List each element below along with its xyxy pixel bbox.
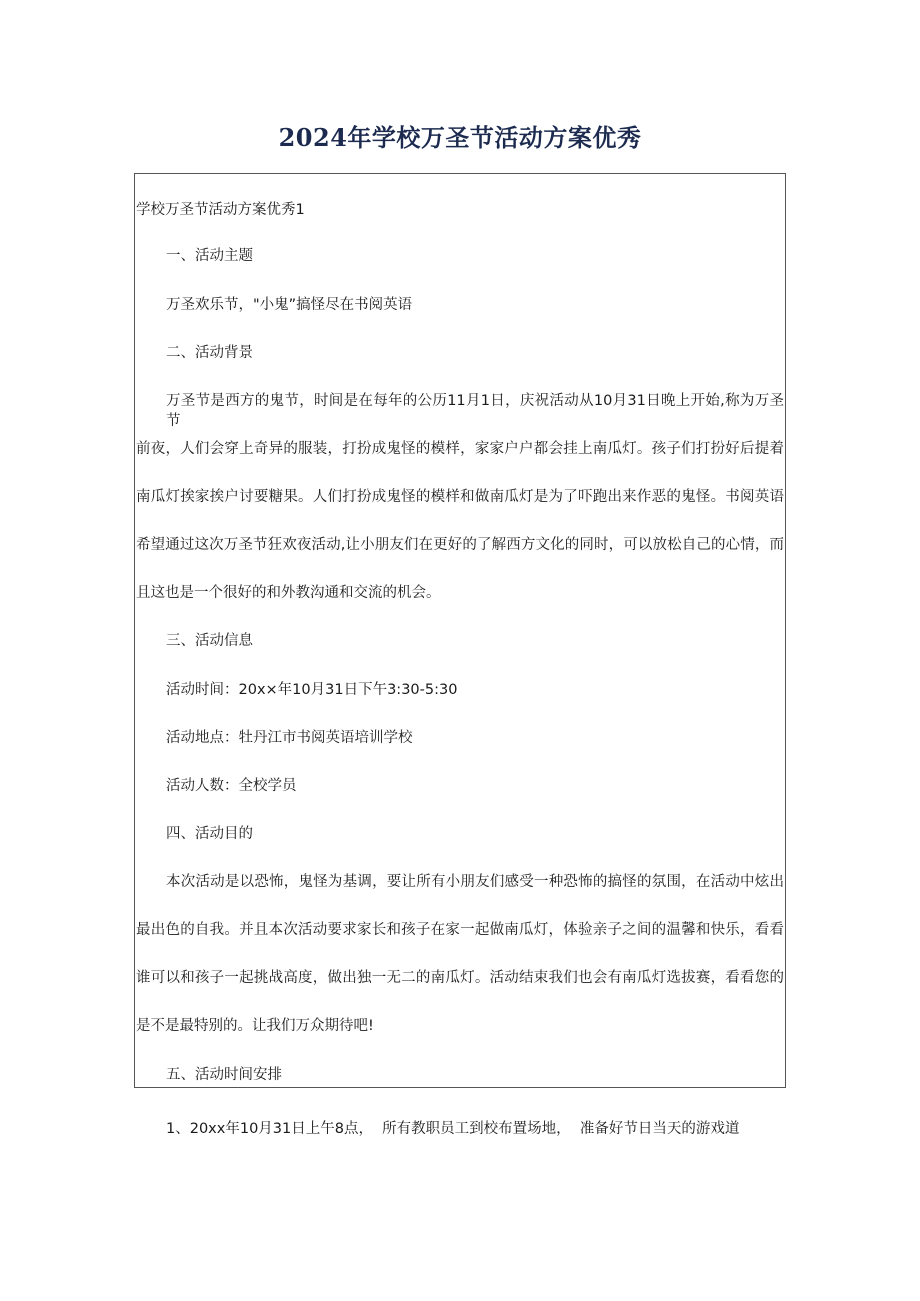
background-line: 万圣节是西方的鬼节，时间是在每年的公历11月1日，庆祝活动从10月31日晚上开始,称为万圣节 (166, 393, 784, 429)
info-time: 活动时间：20x×年10月31日下午3:30-5:30 (166, 682, 458, 698)
heading-activity-theme: 一、活动主题 (166, 248, 253, 264)
purpose-line: 最出色的自我。并且本次活动要求家长和孩子在家一起做南瓜灯，体验亲子之间的温馨和快乐，看看 (136, 922, 784, 938)
heading-activity-info: 三、活动信息 (166, 633, 253, 649)
background-line: 前夜，人们会穿上奇异的服装，打扮成鬼怪的模样，家家户户都会挂上南瓜灯。孩子们打扮好后提着 (136, 441, 784, 457)
info-people: 活动人数：全校学员 (166, 778, 297, 794)
purpose-line: 是不是最特别的。让我们万众期待吧! (136, 1018, 374, 1034)
background-line: 南瓜灯挨家挨户讨要糖果。人们打扮成鬼怪的模样和做南瓜灯是为了吓跑出来作恶的鬼怪。书阅英语 (136, 489, 784, 505)
theme-text: 万圣欢乐节，"小鬼”搞怪尽在书阅英语 (166, 297, 413, 313)
heading-activity-schedule: 五、活动时间安排 (166, 1067, 282, 1083)
heading-activity-background: 二、活动背景 (166, 345, 253, 361)
section-heading: 学校万圣节活动方案优秀1 (136, 202, 305, 218)
schedule-item-1: 1、20xx年10月31日上午8点， 所有教职员工到校布置场地， 准备好节日当天的游戏道 (166, 1121, 740, 1137)
info-place: 活动地点：牡丹江市书阅英语培训学校 (166, 730, 413, 746)
background-line: 希望通过这次万圣节狂欢夜活动,让小朋友们在更好的了解西方文化的同时，可以放松自己的心情，而 (136, 537, 784, 553)
background-line: 且这也是一个很好的和外教沟通和交流的机会。 (136, 585, 441, 601)
document-title: 2024年学校万圣节活动方案优秀 (278, 123, 642, 152)
purpose-line: 谁可以和孩子一起挑战高度，做出独一无二的南瓜灯。活动结束我们也会有南瓜灯选拔赛，看看您的 (136, 970, 784, 986)
purpose-line: 本次活动是以恐怖，鬼怪为基调，要让所有小朋友们感受一种恐怖的搞怪的氛围，在活动中炫出 (166, 874, 784, 890)
heading-activity-purpose: 四、活动目的 (166, 826, 253, 842)
